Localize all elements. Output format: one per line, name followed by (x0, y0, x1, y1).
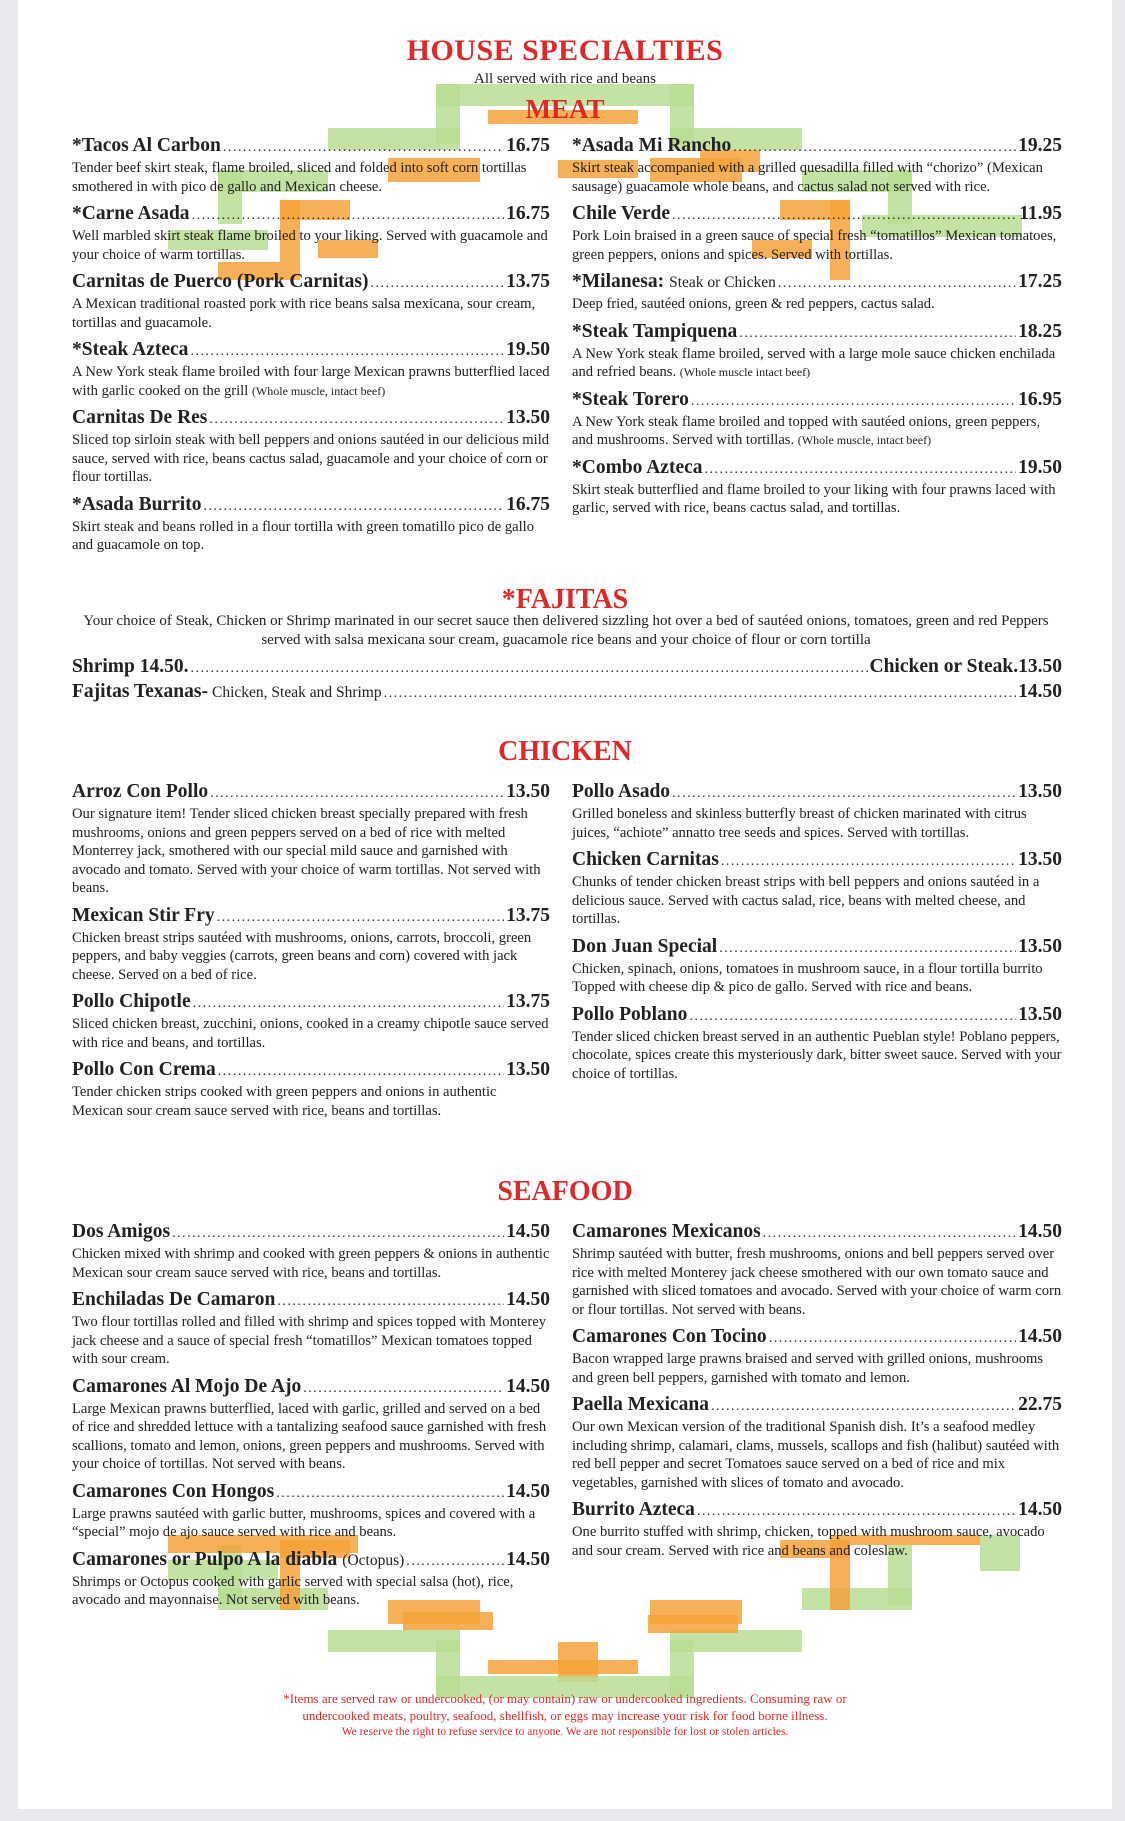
menu-item-name: Camarones or Pulpo A la diabla (72, 1548, 338, 1570)
dot-leader (277, 1290, 504, 1313)
menu-item-description (72, 227, 550, 264)
dot-leader (190, 661, 867, 677)
dot-leader (384, 686, 1017, 702)
menu-item-name: *Steak Tampiquena (572, 320, 738, 342)
menu-item (72, 1288, 550, 1369)
menu-page (18, 0, 1112, 1809)
menu-item-note: (Whole muscle, intact beef) (797, 433, 932, 447)
fajitas-texanas-sub: Chicken, Steak and Shrimp (211, 684, 382, 701)
menu-item-name: *Asada Burrito (72, 493, 202, 515)
dot-leader (691, 390, 1016, 413)
menu-item-description-text: Tender beef skirt steak, flame broiled, sliced and folded into soft corn tortillas smothered in with pico de gallo and Mexican cheese. (72, 160, 527, 195)
menu-item (572, 388, 1062, 450)
menu-item-header (72, 780, 550, 805)
menu-item-description (572, 1245, 1062, 1319)
menu-item-price: 19.25 (1018, 135, 1062, 156)
menu-item (72, 134, 550, 196)
menu-item-header (572, 320, 1062, 345)
menu-item-name: *Milanesa: (572, 271, 665, 292)
menu-item (572, 202, 1062, 264)
menu-item-header (572, 1003, 1062, 1028)
menu-item-description (72, 363, 550, 400)
menu-item-description-text: One burrito stuffed with shrimp, chicken, topped with mushroom sauce, avocado and sour cream. Served with rice and beans and coleslaw. (572, 1524, 1045, 1559)
menu-item-description (72, 518, 550, 555)
dot-leader (711, 1395, 1016, 1418)
menu-item-header (72, 338, 550, 363)
menu-item-description (572, 1028, 1062, 1084)
menu-item (572, 134, 1062, 196)
menu-item (72, 338, 550, 400)
menu-item-header (572, 1393, 1062, 1418)
menu-item-price: 18.25 (1018, 320, 1062, 342)
menu-item-description-text: A New York steak flame broiled and topped with sautéed onions, green peppers, and mushrooms. Served with tortillas. (572, 413, 1041, 448)
menu-item (572, 1498, 1062, 1560)
menu-item (572, 456, 1062, 518)
menu-item-name: Burrito Azteca (572, 1499, 695, 1520)
menu-item-description (72, 295, 550, 332)
menu-item-price: 16.75 (506, 135, 550, 156)
menu-item-description (572, 873, 1062, 929)
menu-item (572, 848, 1062, 929)
menu-item-header (72, 1058, 550, 1083)
menu-item-description (72, 1245, 550, 1282)
fajitas-shrimp-price: Shrimp 14.50. (72, 656, 189, 677)
menu-item-header (572, 388, 1062, 413)
menu-item-name: *Asada Mi Rancho (572, 135, 732, 156)
section-title-meat: MEAT (525, 94, 605, 124)
menu-item-description-text: Chicken, spinach, onions, tomatoes in mushroom sauce, in a flour tortilla burrito Topped with cheese dip & pico de gallo. Served with rice and beans. (572, 960, 1043, 995)
menu-item (572, 1393, 1062, 1492)
dot-leader (721, 850, 1016, 873)
menu-item-description-text: Our signature item! Tender sliced chicken breast specially prepared with fresh mushrooms, onions and green peppers served on a bed of rice with melted Monterrey jack, smothered with our special mild sauce and garnished with avocado and tomato. Served with your choice of warm tortillas. Not served with beans. (72, 806, 541, 896)
dot-leader (705, 458, 1017, 481)
menu-item-price: 16.75 (506, 493, 550, 515)
menu-item-description (572, 345, 1062, 382)
menu-item-description-text: Tender chicken strips cooked with green peppers and onions in authentic Mexican sour cream sauce served with rice, beans and tortillas. (72, 1084, 497, 1119)
dot-leader (190, 340, 504, 363)
fajitas-texanas-name: Fajitas Texanas- (72, 681, 208, 702)
menu-item-name: *Steak Torero (572, 388, 689, 410)
menu-item-name: Camarones Al Mojo De Ajo (72, 1375, 302, 1397)
menu-item-price: 14.50 (506, 1548, 550, 1570)
footer-line-1: *Items are served raw or undercooked, (or may contain) raw or undercooked ingredients. Consuming raw or (283, 1691, 847, 1706)
menu-item-name: Chile Verde (572, 203, 671, 224)
seafood-left-column (72, 1220, 550, 1616)
menu-item-header (572, 780, 1062, 805)
menu-item-description (72, 805, 550, 898)
menu-item-name: Paella Mexicana (572, 1394, 710, 1415)
seafood-right-column (572, 1220, 1062, 1566)
menu-item-description (72, 1400, 550, 1474)
footer-line-3: We reserve the right to refuse service to anyone. We are not responsible for lost or stolen articles. (341, 1726, 789, 1738)
menu-item-header (572, 456, 1062, 481)
menu-item-header (72, 904, 550, 929)
menu-item (72, 780, 550, 898)
dot-leader (370, 272, 504, 295)
menu-item-description (72, 1083, 550, 1120)
page-title: HOUSE SPECIALTIES (406, 34, 724, 67)
menu-item-description (72, 1573, 550, 1610)
menu-item (72, 1375, 550, 1474)
menu-item-description-text: Grilled boneless and skinless butterfly breast of chicken marinated with citrus juices, “achiote” annatto tree seeds and spices. Served with tortillas. (572, 806, 1027, 841)
menu-item-description-text: A Mexican traditional roasted pork with rice beans salsa mexicana, sour cream, tortillas and guacamole. (72, 296, 536, 331)
menu-item-price: 14.50 (506, 1221, 550, 1242)
menu-item-price: 13.50 (1018, 781, 1062, 802)
menu-item-description (572, 295, 1062, 314)
dot-leader (223, 136, 504, 159)
meat-right-column (572, 134, 1062, 524)
menu-item-price: 13.50 (1018, 1003, 1062, 1025)
menu-item-description-text: Well marbled skirt steak flame broiled to your liking. Served with guacamole and your choice of warm tortillas. (72, 228, 548, 263)
menu-item-description-text: Pork Loin braised in a green sauce of special fresh “tomatillos” Mexican tomatoes, green peppers, onions and spices. Served with tortillas. (572, 228, 1057, 263)
menu-item-header (572, 935, 1062, 960)
menu-item-price: 13.50 (1018, 935, 1062, 957)
dot-leader (406, 1550, 504, 1573)
menu-item-price: 16.75 (506, 203, 550, 224)
menu-item-name: Camarones Mexicanos (572, 1221, 761, 1242)
menu-item-header (72, 270, 550, 295)
menu-item-price: 13.50 (506, 1059, 550, 1080)
dot-leader (210, 782, 504, 805)
menu-item-header (572, 1498, 1062, 1523)
menu-item-description-text: Skirt steak and beans rolled in a flour tortilla with green tomatillo pico de gallo and guacamole on top. (72, 518, 535, 553)
menu-item-header (72, 1548, 550, 1573)
menu-item-description-text: Skirt steak accompanied with a grilled quesadilla filled with “chorizo” (Mexican sausage) guacamole whole beans, and cactus salad not served with rice. (572, 160, 1043, 195)
menu-item-header (72, 493, 550, 518)
menu-item (72, 904, 550, 985)
menu-item-header (72, 1220, 550, 1245)
menu-item-description (72, 1505, 550, 1542)
menu-item-header (72, 202, 550, 227)
menu-item (72, 1480, 550, 1542)
dot-leader (733, 136, 1016, 159)
menu-item-name: Pollo Con Crema (72, 1059, 216, 1080)
menu-item-name: Pollo Asado (572, 781, 671, 802)
menu-item-header (72, 1480, 550, 1505)
menu-item-price: 16.95 (1018, 388, 1062, 410)
meat-left-column (72, 134, 550, 561)
dot-leader (276, 1482, 504, 1505)
menu-item-description (572, 227, 1062, 264)
menu-item (72, 1548, 550, 1610)
menu-item (572, 1220, 1062, 1319)
menu-item-header (72, 990, 550, 1015)
menu-item-price: 13.50 (506, 781, 550, 802)
menu-item-header (572, 1325, 1062, 1350)
menu-item-description-text: Large Mexican prawns butterflied, laced with garlic, grilled and served on a bed of rice and shredded lettuce with a tantalizing seafood sauce garnished with fresh scallions, tomato and lemon, onions, green peppers and mushrooms. Served with your choice of tortillas. Not served with beans. (72, 1400, 547, 1472)
menu-item-price: 19.50 (1018, 456, 1062, 478)
dot-leader (209, 408, 504, 431)
menu-item-price: 22.75 (1018, 1394, 1062, 1415)
dot-leader (769, 1327, 1016, 1350)
menu-item-price: 13.75 (506, 271, 550, 292)
dot-leader (778, 272, 1016, 295)
menu-item-description-text: Chicken breast strips sautéed with mushrooms, onions, carrots, broccoli, green peppers, and baby veggies (carrots, green beans and corn) covered with jack cheese. Served on a bed of rice. (72, 929, 532, 983)
fajitas-texanas-row (72, 681, 1062, 703)
footer-disclaimer (18, 1690, 1112, 1741)
menu-item-description (72, 159, 550, 196)
menu-item-description-text: Our own Mexican version of the traditional Spanish dish. It’s a seafood medley including shrimp, calamari, clams, mussels, scallops and fish (halibut) sautéed with red bell pepper and secret Tomatoes sauce served on a bed of rice and mix vegetables, garnished with slices of tomato and avocado. (572, 1419, 1060, 1491)
menu-item-price: 14.50 (1018, 1326, 1062, 1347)
dot-leader (719, 937, 1016, 960)
menu-item-name: Pollo Poblano (572, 1003, 688, 1025)
menu-item-description-text: Shrimp sautéed with butter, fresh mushrooms, onions and bell peppers served over rice with melted Monterey jack cheese smothered with our own tomato sauce and garnished with sliced tomatoes and avocado. Served with your choice of warm corn or flour tortillas. Not served with beans. (572, 1246, 1062, 1318)
menu-item-description-text: Chunks of tender chicken breast strips with bell peppers and onions sautéed in a delicious sauce. Served with cactus salad, rice, beans with melted cheese, and tortillas. (572, 874, 1040, 927)
menu-item (572, 780, 1062, 842)
menu-item-header (572, 848, 1062, 873)
menu-item-description (572, 1418, 1062, 1492)
menu-item-description-text: Sliced chicken breast, zucchini, onions, cooked in a creamy chipotle sauce served with rice and beans, and tortillas. (72, 1016, 549, 1051)
dot-leader (672, 782, 1016, 805)
menu-item-price: 13.75 (506, 991, 550, 1012)
menu-item-name: *Carne Asada (72, 203, 190, 224)
menu-item-description-text: Sliced top sirloin steak with bell peppers and onions sautéed in our delicious mild sauce, served with rice, beans cactus salad, guacamole and your choice of corn or flour tortillas. (72, 432, 550, 485)
menu-item-description (572, 413, 1062, 450)
menu-item-price: 14.50 (506, 1289, 550, 1310)
menu-item (72, 990, 550, 1052)
menu-item-header (72, 1288, 550, 1313)
menu-item-description-text: Chicken mixed with shrimp and cooked with green peppers & onions in authentic Mexican sour cream sauce served with rice, beans and tortillas. (72, 1246, 550, 1281)
menu-item-header (572, 270, 1062, 295)
menu-item-name: Enchiladas De Camaron (72, 1289, 276, 1310)
menu-content (18, 0, 1112, 1809)
menu-item-price: 13.75 (506, 904, 550, 926)
fajitas-texanas-price: 14.50 (1018, 681, 1062, 702)
menu-item-option: (Octopus) (342, 1551, 405, 1569)
menu-item-name: Carnitas De Res (72, 407, 208, 428)
menu-item-description (72, 1313, 550, 1369)
menu-item-name: Chicken Carnitas (572, 849, 719, 870)
menu-item-name: Mexican Stir Fry (72, 904, 215, 926)
menu-item-name: Pollo Chipotle (72, 991, 191, 1012)
menu-item-header (572, 134, 1062, 159)
menu-item-description-text: Bacon wrapped large prawns braised and served with grilled onions, mushrooms and green bell peppers, garnished with tomato and lemon. (572, 1351, 1044, 1386)
menu-item-description (572, 805, 1062, 842)
menu-item-name: *Tacos Al Carbon (72, 135, 221, 156)
menu-item-name: Dos Amigos (72, 1221, 171, 1242)
menu-item-name: Don Juan Special (572, 935, 718, 957)
menu-item-note: (Whole muscle, intact beef) (251, 383, 386, 398)
menu-item-price: 14.50 (1018, 1221, 1062, 1242)
menu-item-description (572, 159, 1062, 196)
chicken-left-column (72, 780, 550, 1126)
menu-item-header (72, 1375, 550, 1400)
dot-leader (763, 1222, 1016, 1245)
menu-item (72, 270, 550, 332)
menu-item-description (572, 960, 1062, 997)
menu-item-description-text: Skirt steak butterflied and flame broiled to your liking with four prawns laced with garlic, served with rice, beans cactus salad, and tortillas. (572, 481, 1056, 516)
menu-item-description (72, 431, 550, 487)
menu-item (72, 202, 550, 264)
menu-item-note: (Whole muscle intact beef) (679, 365, 811, 379)
chicken-right-column (572, 780, 1062, 1089)
menu-item-description-text: Shrimps or Octopus cooked with garlic served with special salsa (hot), rice, avocado and mayonnaise. Not served with beans. (72, 1573, 514, 1608)
menu-item-name: Camarones Con Tocino (572, 1326, 767, 1347)
menu-item-description-text: A New York steak flame broiled, served with a large mole sauce chicken enchilada and refried beans. (572, 345, 1056, 380)
dot-leader (217, 906, 505, 929)
dot-leader (303, 1377, 504, 1400)
menu-item (572, 270, 1062, 314)
menu-item-description-text: Deep fried, sautéed onions, green & red peppers, cactus salad. (572, 296, 935, 312)
menu-item (72, 1058, 550, 1120)
menu-item-header (72, 406, 550, 431)
section-title-fajitas: *FAJITAS (501, 584, 629, 615)
menu-item-name: *Steak Azteca (72, 339, 189, 360)
dot-leader (203, 495, 504, 518)
menu-item-name: *Combo Azteca (572, 456, 703, 478)
footer-line-2: undercooked meats, poultry, seafood, shellfish, or eggs may increase your risk for food borne illness. (302, 1708, 828, 1723)
menu-item-price: 14.50 (506, 1375, 550, 1397)
menu-item-price: 14.50 (506, 1480, 550, 1502)
dot-leader (697, 1500, 1016, 1523)
dot-leader (672, 204, 1017, 227)
menu-item-name: Camarones Con Hongos (72, 1480, 275, 1502)
page-subtitle: All served with rice and beans (473, 71, 657, 87)
menu-item-description-text: Tender sliced chicken breast served in an authentic Pueblan style! Poblano peppers, chocolate, spices create this mysteriously dark, bitter sweet sauce. Served with your choice of tortillas. (572, 1028, 1062, 1082)
menu-item (572, 1003, 1062, 1084)
fajitas-chicken-steak-price: Chicken or Steak.13.50 (869, 656, 1062, 677)
menu-item (572, 320, 1062, 382)
menu-item-name: Arroz Con Pollo (72, 781, 209, 802)
fajitas-price-row (72, 656, 1062, 678)
menu-item-price: 11.95 (1019, 203, 1062, 224)
menu-item-description-text: Two flour tortillas rolled and filled with shrimp and spices topped with Monterey jack cheese and a sauce of special fresh “tomatillos” Mexican tomatoes topped with sour cream. (72, 1314, 546, 1367)
menu-item-price: 17.25 (1018, 271, 1062, 292)
menu-item (572, 1325, 1062, 1387)
menu-item (572, 935, 1062, 997)
section-title-chicken: CHICKEN (498, 736, 632, 767)
menu-item-description (572, 481, 1062, 518)
menu-item-price: 13.50 (506, 407, 550, 428)
fajitas-description: Your choice of Steak, Chicken or Shrimp marinated in our secret sauce then delivered sizzling hot over a bed of sautéed onions, tomatoes, green and red Peppers served with salsa mexicana sour cream, guacamole rice beans and your choice of flour or corn tortilla (83, 613, 1049, 648)
dot-leader (739, 322, 1016, 345)
section-title-seafood: SEAFOOD (497, 1176, 633, 1207)
menu-item-price: 13.50 (1018, 849, 1062, 870)
menu-item-price: 14.50 (1018, 1499, 1062, 1520)
menu-item-header (572, 202, 1062, 227)
dot-leader (689, 1005, 1016, 1028)
dot-leader (193, 992, 504, 1015)
dot-leader (172, 1222, 504, 1245)
menu-item-header (72, 134, 550, 159)
menu-item-description (572, 1523, 1062, 1560)
menu-item-price: 19.50 (506, 339, 550, 360)
menu-item-description-text: A New York steak flame broiled with four large Mexican prawns butterflied laced with garlic cooked on the grill (72, 364, 550, 399)
menu-item-name: Carnitas de Puerco (Pork Carnitas) (72, 271, 369, 292)
dot-leader (192, 204, 505, 227)
menu-item-description (72, 1015, 550, 1052)
menu-item-description (572, 1350, 1062, 1387)
dot-leader (218, 1060, 504, 1083)
menu-item (72, 1220, 550, 1282)
menu-item-header (572, 1220, 1062, 1245)
menu-item-description-text: Large prawns sautéed with garlic butter, mushrooms, spices and covered with a “special” mojo de ajo sauce served with rice and beans. (72, 1505, 536, 1540)
menu-item-option: Steak or Chicken (669, 274, 776, 291)
menu-item (72, 406, 550, 487)
menu-item (72, 493, 550, 555)
menu-item-description (72, 929, 550, 985)
